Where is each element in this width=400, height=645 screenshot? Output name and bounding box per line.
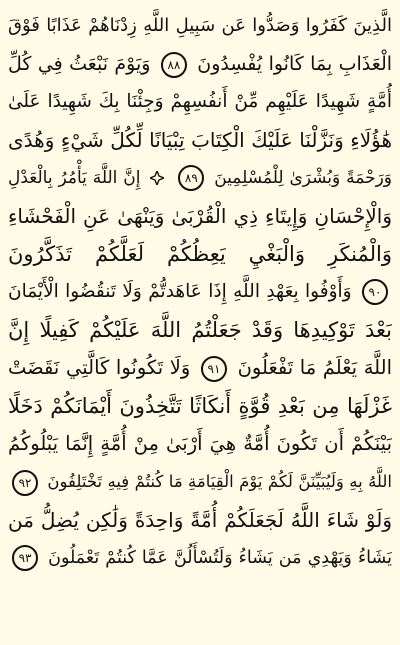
hizb-star-icon — [150, 171, 164, 185]
ayah-number-marker: ٩٣ — [12, 545, 38, 571]
text-line-4 — [8, 120, 392, 160]
text-line-1 — [8, 6, 392, 46]
text-line-12 — [8, 424, 392, 464]
text-line-9 — [8, 310, 392, 350]
verse-text: إِنَّ اللَّهَ يَأْمُرُ بِالْعَدْلِ — [8, 168, 141, 188]
ayah-number-marker: ٩٠ — [362, 279, 388, 305]
verse-text: يَشَاءُ وَيَهْدِي مَن يَشَاءُ وَلَتُسْأَلُنَّ عَمَّا كُنتُمْ تَعْمَلُونَ — [48, 548, 392, 568]
text-line-15 — [8, 538, 392, 578]
text-line-6 — [8, 196, 392, 236]
text-line-3 — [8, 82, 392, 122]
verse-text: وَالْإِحْسَانِ وَإِيتَاءِ ذِي الْقُرْبَىٰ وَيَنْهَىٰ عَنِ الْفَحْشَاءِ — [8, 204, 392, 228]
verse-text: وَيَوْمَ نَبْعَثُ فِي كُلِّ — [8, 53, 151, 75]
text-line-14 — [8, 500, 392, 540]
verse-text: بَيْنَكُمْ أَن تَكُونَ أُمَّةٌ هِيَ أَرْبَىٰ مِنْ أُمَّةٍ إِنَّمَا يَبْلُوكُمُ — [8, 432, 392, 455]
verse-text: أُمَّةٍ شَهِيدًا عَلَيْهِم مِّنْ أَنفُسِهِمْ وَجِئْنَا بِكَ شَهِيدًا عَلَىٰ — [8, 91, 392, 112]
text-line-7 — [8, 234, 392, 274]
verse-text: وَلَوْ شَاءَ اللَّهُ لَجَعَلَكُمْ أُمَّةً وَاحِدَةً وَلَٰكِن يُضِلُّ مَن — [8, 508, 392, 532]
verse-text: بَعْدَ تَوْكِيدِهَا وَقَدْ جَعَلْتُمُ اللَّهَ عَلَيْكُمْ كَفِيلًا إِنَّ — [8, 318, 392, 342]
ayah-number-marker: ٨٨ — [161, 52, 187, 78]
verse-text: اللَّهَ يَعْلَمُ مَا تَفْعَلُونَ — [237, 356, 392, 379]
verse-text: الَّذِينَ كَفَرُوا وَصَدُّوا عَن سَبِيلِ اللَّهِ زِدْنَاهُمْ عَذَابًا فَوْقَ — [8, 15, 392, 36]
text-line-5 — [8, 158, 392, 198]
verse-text: وَالْمُنكَرِ وَالْبَغْيِ يَعِظُكُمْ لَعَلَّكُمْ تَذَكَّرُونَ — [8, 242, 392, 266]
text-line-2 — [8, 44, 392, 84]
ayah-number-marker: ٨٩ — [178, 165, 204, 191]
verse-text: وَأَوْفُوا بِعَهْدِ اللَّهِ إِذَا عَاهَدتُّمْ وَلَا تَنقُضُوا الْأَيْمَانَ — [8, 281, 352, 302]
ayah-number-marker: ٩١ — [201, 356, 227, 382]
verse-text: اللَّهُ بِهِ وَلَيُبَيِّنَنَّ لَكُمْ يَوْمَ الْقِيَامَةِ مَا كُنتُمْ فِيهِ تَخْتَلِفُونَ — [47, 472, 392, 491]
text-line-8 — [8, 272, 392, 312]
verse-text: غَزْلَهَا مِن بَعْدِ قُوَّةٍ أَنكَاثًا تَتَّخِذُونَ أَيْمَانَكُمْ دَخَلًا — [8, 394, 392, 418]
text-line-11 — [8, 386, 392, 426]
ayah-number-marker: ٩٢ — [12, 470, 38, 496]
verse-text: وَلَا تَكُونُوا كَالَّتِي نَقَضَتْ — [8, 356, 191, 379]
text-line-10 — [8, 348, 392, 388]
verse-text: هَٰؤُلَاءِ وَنَزَّلْنَا عَلَيْكَ الْكِتَابَ تِبْيَانًا لِّكُلِّ شَيْءٍ وَهُدًى — [8, 128, 392, 152]
verse-text: وَرَحْمَةً وَبُشْرَىٰ لِلْمُسْلِمِينَ — [214, 168, 392, 188]
verse-text: الْعَذَابِ بِمَا كَانُوا يُفْسِدُونَ — [197, 53, 392, 75]
text-line-13 — [8, 462, 392, 502]
